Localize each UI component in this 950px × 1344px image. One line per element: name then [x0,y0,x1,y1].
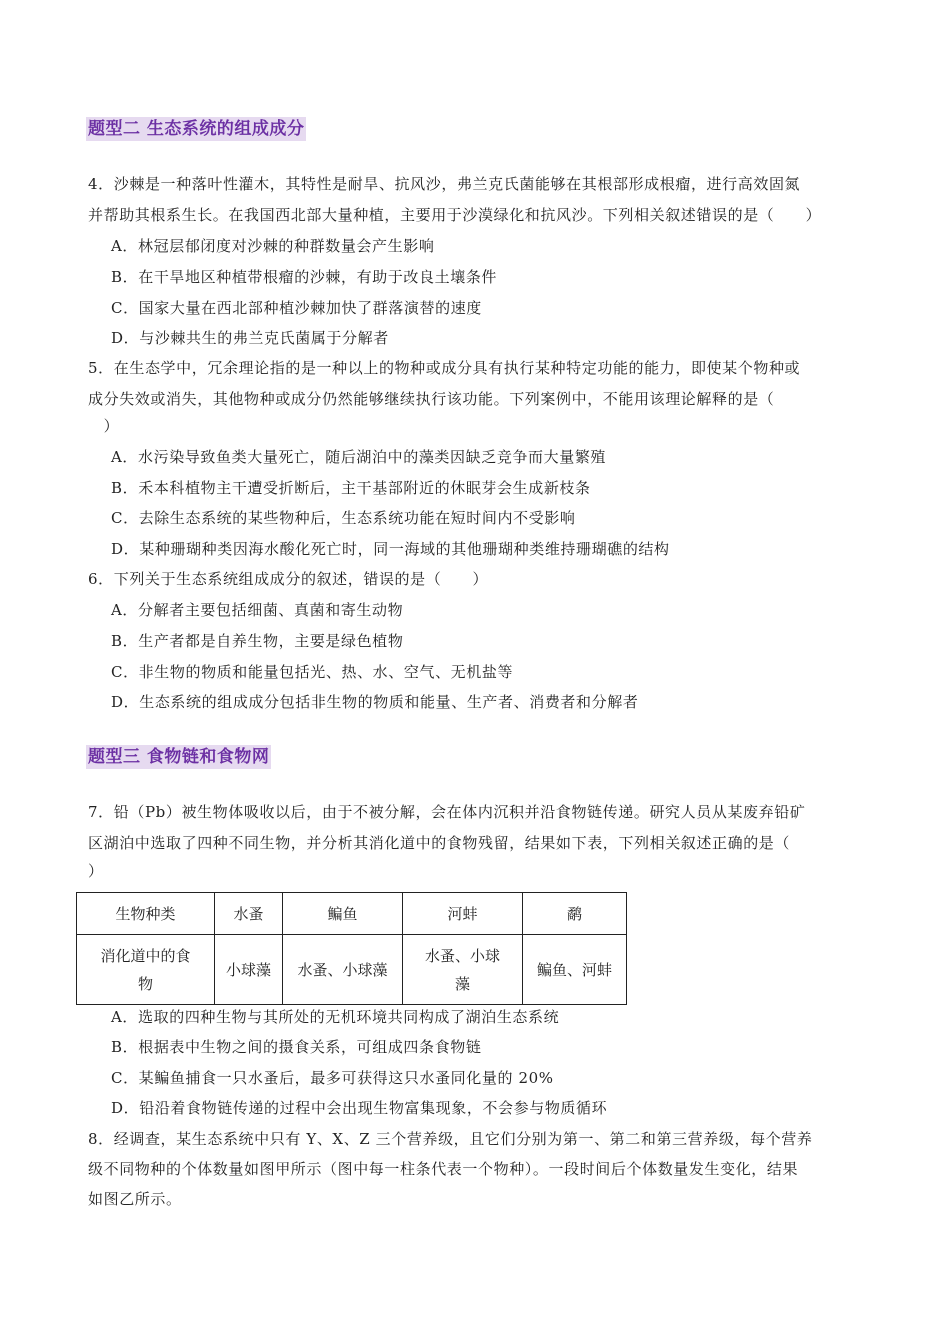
section-heading-type3: 题型三 食物链和食物网 [88,747,270,767]
q4-option-d: D．与沙棘共生的弗兰克氏菌属于分解者 [111,329,389,347]
q4-option-b: B．在干旱地区种植带根瘤的沙棘，有助于改良土壤条件 [111,268,498,286]
table-header-cell: 生物种类 [77,893,215,935]
table-row-label-line: 物 [137,974,153,993]
q7-option-a: A．选取的四种生物与其所处的无机环境共同构成了湖泊生态系统 [111,1008,560,1026]
table-cell-line: 鳊鱼、河蚌 [536,960,612,979]
q8-stem-line-3: 如图乙所示。 [88,1190,182,1208]
q6-option-b: B．生产者都是自养生物，主要是绿色植物 [111,632,404,650]
table-cell [283,935,403,1005]
table-cell-line: 水蚤、小球 [424,946,500,965]
q4-stem-line-2: 并帮助其根系生长。在我国西北部大量种植，主要用于沙漠绿化和抗风沙。下列相关叙述错误的是（ ） [88,206,822,224]
q7-stem-line-3: ） [88,862,104,880]
q6-option-d: D．生态系统的组成成分包括非生物的物质和能量、生产者、消费者和分解者 [111,693,639,711]
section-heading-type2: 题型二 生态系统的组成成分 [88,119,305,139]
q6-option-a: A．分解者主要包括细菌、真菌和寄生动物 [111,601,404,619]
q4-option-c: C．国家大量在西北部种植沙棘加快了群落演替的速度 [111,299,482,317]
q8-stem-line-2: 级不同物种的个体数量如图甲所示（图中每一柱条代表一个物种）。一段时间后个体数量发生变化，结果 [88,1160,799,1178]
q5-option-d: D．某种珊瑚种类因海水酸化死亡时，同一海域的其他珊瑚种类维持珊瑚礁的结构 [111,540,670,558]
table-header-cell: 鳊鱼 [283,893,403,935]
table-cell [523,935,627,1005]
q4-option-a: A．林冠层郁闭度对沙棘的种群数量会产生影响 [111,237,435,255]
q7-option-b: B．根据表中生物之间的摄食关系，可组成四条食物链 [111,1038,482,1056]
q7-stem-line-1: 7．铅（Pb）被生物体吸收以后，由于不被分解，会在体内沉积并沿食物链传递。研究人员从某废弃铅矿 [88,803,806,821]
table-row-label [77,935,215,1005]
q7-stem-line-2: 区湖泊中选取了四种不同生物，并分析其消化道中的食物残留，结果如下表，下列相关叙述正确的是（ [88,834,791,852]
q8-stem-line-1: 8．经调查，某生态系统中只有 Y、X、Z 三个营养级，且它们分别为第一、第二和第三营养级，每个营养 [88,1130,813,1148]
q5-option-b: B．禾本科植物主干遭受折断后，主干基部附近的休眠芽会生成新枝条 [111,479,591,497]
table-cell-line: 藻 [454,974,470,993]
q4-stem-line-1: 4．沙棘是一种落叶性灌木，其特性是耐旱、抗风沙，弗兰克氏菌能够在其根部形成根瘤，进行高效固氮 [88,175,801,193]
q7-option-d: D．铅沿着食物链传递的过程中会出现生物富集现象，不会参与物质循环 [111,1099,608,1117]
food-residue-table [76,892,627,1005]
q5-stem-line-2: 成分失效或消失，其他物种或成分仍然能够继续执行该功能。下列案例中，不能用该理论解释的是（ [88,390,775,408]
table-header-cell: 河蚌 [403,893,523,935]
table-cell [403,935,523,1005]
q5-stem-line-1: 5．在生态学中，冗余理论指的是一种以上的物种或成分具有执行某种特定功能的能力，即使某个物种或 [88,359,801,377]
table-header-cell: 鹬 [523,893,627,935]
table-row-label-line: 消化道中的食 [100,946,191,965]
q6-option-c: C．非生物的物质和能量包括光、热、水、空气、无机盐等 [111,663,514,681]
q5-option-c: C．去除生态系统的某些物种后，生态系统功能在短时间内不受影响 [111,509,576,527]
table-row [77,935,627,1005]
q5-option-a: A．水污染导致鱼类大量死亡，随后湖泊中的藻类因缺乏竞争而大量繁殖 [111,448,607,466]
table-header-cell: 水蚤 [215,893,283,935]
q6-stem-line-1: 6．下列关于生态系统组成成分的叙述，错误的是（ ） [88,570,489,588]
table-cell-line: 小球藻 [225,960,271,979]
q7-option-c: C．某鳊鱼捕食一只水蚤后，最多可获得这只水蚤同化量的 20% [111,1069,554,1087]
table-cell-line: 水蚤、小球藻 [297,960,388,979]
q5-stem-line-3: ） [88,417,120,435]
table-header-row [77,893,627,935]
table-cell [215,935,283,1005]
